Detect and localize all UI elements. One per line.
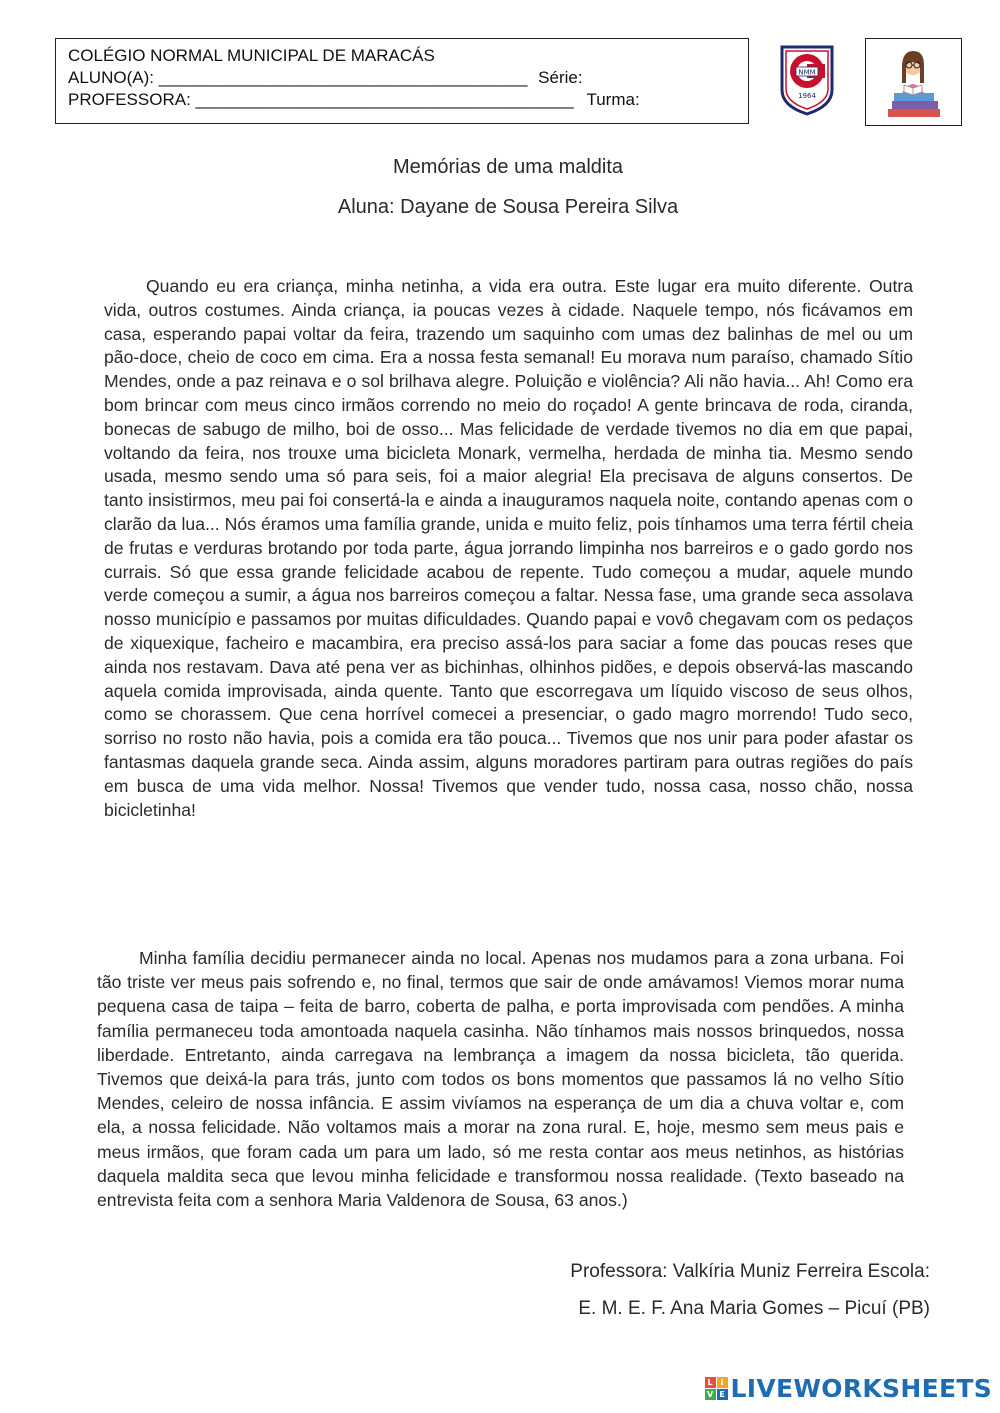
brand-name: LIVEWORKSHEETS xyxy=(730,1373,992,1403)
signature-school: E. M. E. F. Ana Maria Gomes – Picuí (PB) xyxy=(578,1298,930,1319)
brand-icon-e: E xyxy=(717,1389,728,1400)
header-box xyxy=(55,38,749,124)
brand-icon-i: I xyxy=(717,1377,728,1388)
liveworksheets-brand[interactable] xyxy=(705,1373,992,1403)
signature-teacher: Professora: Valkíria Muniz Ferreira Escola: xyxy=(570,1261,930,1282)
liveworksheets-logo-icon xyxy=(705,1377,728,1400)
avatar-frame xyxy=(865,38,962,126)
page-title: Memórias de uma maldita xyxy=(392,156,624,178)
story-paragraph-1: Quando eu era criança, minha netinha, a vida era outra. Este lugar era muito diferente. Outra vida, outros costumes. Ainda criança, ia poucas vezes à cidade. Naquele tempo, nós ficávamos em casa, esperando papai voltar da feira, trazendo um saquinho com umas dez balinhas de mel ou um pão-doce, cheio de coco em cima. Era a nossa festa semanal! Eu morava num paraíso, chamado Sítio Mendes, onde a paz reinava e o sol brilhava alegre. Poluição e violência? Ali não havia... Ah! Como era bom brincar com meus cinco irmãos correndo no meio do roçado! A gente brincava de roda, ciranda, bonecas de sabugo de milho, boi de osso... Mas felicidade de verdade tivemos no dia em que papai, voltando da feira, nos trouxe uma bicicleta Monark, vermelha, herdada de minha tia. Mesmo sendo usada, mesmo sendo uma só para seis, foi a maior alegria! Ela precisava de alguns consertos. De tanto insistirmos, meu pai foi consertá-la e ainda a inauguramos naquela noite, contando apenas com o clarão da lua... Nós éramos uma família grande, unida e muito feliz, pois tínhamos uma terra fértil cheia de frutas e verduras brotando por toda parte, água jorrando limpinha nos barreiros e o gado gordo nos currais. Só que essa grande felicidade acabou de repente. Tudo começou a mudar, aquele mundo verde começou a sumir, a água nos barreiros começou a faltar. Nessa fase, uma grande seca assolava nosso município e passamos por muitas dificuldades. Quando papai e vovô chegavam com os pedaços de xiquexique, facheiro e macambira, era preciso assá-los para saciar a fome das poucas reses que ainda nos restavam. Dava até pena ver as bichinhas, olhinhos pidões, e depois observá-las mascando aquela comida improvisada, ainda quente. Tanto que escorregava um líquido viscoso de seus olhos, como se chorassem. Que cena horrível comecei a presenciar, o gado magro morrendo! Tudo seco, sorriso no rosto não havia, pois a comida era tão pouca... Tivemos que nos unir para poder afastar os fantasmas daquela grande seca. Ainda assim, alguns moradores partiram para outras regiões do país em busca de uma vida melhor. Nossa! Tivemos que vender tudo, nossa casa, nosso chão, nossa bicicletinha! xyxy=(104,276,913,820)
girl-reading-books-icon xyxy=(866,39,960,124)
student-name-field[interactable]: _______________________________________ xyxy=(158,68,528,87)
teacher-line xyxy=(68,89,748,111)
school-shield-icon xyxy=(779,44,835,116)
logo-year: 1964 xyxy=(798,92,816,100)
student-line xyxy=(68,67,748,89)
story-paragraph-2: Minha família decidiu permanecer ainda no local. Apenas nos mudamos para a zona urbana. Foi tão triste ver meus pais sofrendo e, no final, termos que sair de onde amávamos! Viemos morar numa pequena casa de taipa – feita de barro, coberta de palha, e porta improvisada com pendões. A minha família permaneceu toda amontoada naquela casinha. Não tínhamos mais nossos brinquedos, nossa liberdade. Entretanto, ainda carregava na lembrança a imagem da nossa bicicleta, tão querida. Tivemos que deixá-la para trás, junto com todos os bons momentos que passamos lá no velho Sítio Mendes, celeiro de nossa infância. E assim vivíamos na esperança de um dia a chuva voltar e, com ela, a nossa felicidade. Não voltamos mais a morar na zona rural. E, hoje, mesmo sem meus pais e meus irmãos, que foram cada um para um lado, só me resta contar aos meus netinhos, as histórias daquela maldita seca que levou minha felicidade e transformou nossa realidade. (Texto baseado na entrevista feita com a senhora Maria Valdenora de Sousa, 63 anos.) xyxy=(97,948,904,1211)
logo-initials: NMM xyxy=(798,68,816,77)
class-label: Turma: xyxy=(586,90,640,109)
student-label: ALUNO(A): xyxy=(68,68,154,87)
grade-label: Série: xyxy=(538,68,583,87)
author-line: Aluna: Dayane de Sousa Pereira Silva xyxy=(337,196,679,218)
teacher-name-field[interactable]: ________________________________________ xyxy=(195,90,574,109)
school-name: COLÉGIO NORMAL MUNICIPAL DE MARACÁS xyxy=(68,46,435,65)
school-logo xyxy=(779,44,835,116)
brand-icon-l: L xyxy=(705,1377,716,1388)
teacher-label: PROFESSORA: xyxy=(68,90,191,109)
brand-icon-v: V xyxy=(705,1389,716,1400)
